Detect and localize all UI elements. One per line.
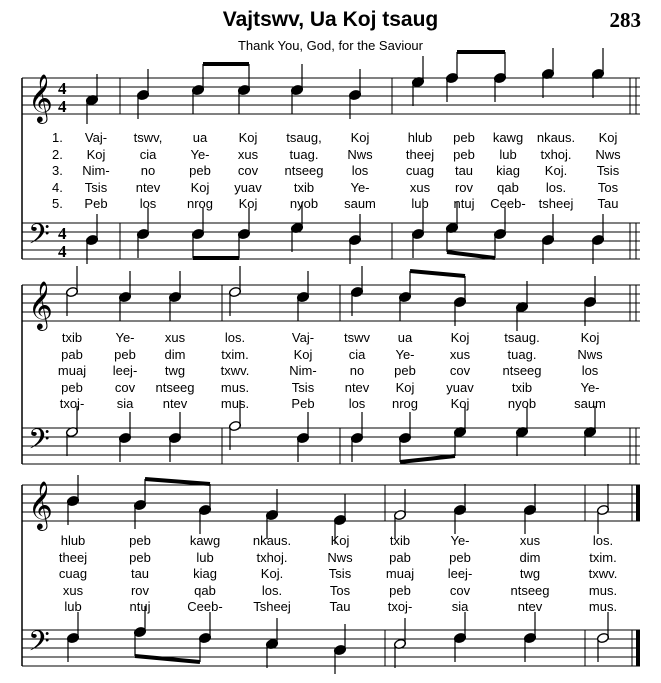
lyric-syllable: pab bbox=[389, 549, 411, 565]
lyric-syllable: twg bbox=[164, 363, 186, 378]
lyric-syllable: hlub bbox=[60, 533, 86, 548]
lyric-syllable: ntuj bbox=[129, 599, 151, 614]
lyric-syllable: qab bbox=[497, 179, 519, 195]
verse-number: 2. bbox=[52, 146, 63, 162]
lyric-syllable: Koj bbox=[238, 196, 258, 211]
lyric-syllable: cia bbox=[348, 346, 366, 362]
lyric-syllable: peb bbox=[449, 549, 471, 565]
lyric-syllable: tuag. bbox=[289, 146, 319, 162]
lyric-syllable: txib bbox=[293, 179, 315, 195]
lyric-syllable: yuav bbox=[446, 379, 474, 395]
lyric-syllable: dim bbox=[519, 549, 541, 565]
lyric-syllable: Koj bbox=[238, 130, 258, 145]
lyric-syllable: Tsis bbox=[596, 163, 620, 178]
lyric-syllable: Koj bbox=[580, 330, 600, 345]
lyric-syllable: Koj. bbox=[260, 566, 284, 581]
lyric-syllable: ntev bbox=[517, 599, 543, 614]
lyric-syllable: xus bbox=[449, 346, 471, 362]
lyric-syllable: peb bbox=[61, 379, 83, 395]
lyric-syllable: cov bbox=[449, 363, 471, 378]
lyric-syllable: Peb bbox=[84, 196, 108, 211]
lyric-syllable: Koj bbox=[450, 330, 470, 345]
lyric-syllable: los bbox=[351, 163, 369, 178]
lyric-syllable: peb bbox=[129, 533, 151, 548]
treble-clef-icon: 𝄞 bbox=[28, 480, 53, 529]
lyric-syllable: muaj bbox=[57, 363, 87, 378]
lyric-syllable: peb bbox=[389, 582, 411, 598]
lyric-syllable: Tau bbox=[329, 599, 351, 614]
beam bbox=[447, 252, 495, 258]
lyric-syllable: Nim- bbox=[289, 363, 317, 378]
lyric-syllable: muaj bbox=[385, 566, 415, 581]
lyric-syllable: txib bbox=[61, 330, 83, 345]
lyric-syllable: los bbox=[139, 196, 157, 211]
lyric-syllable: xus bbox=[519, 533, 541, 548]
lyric-syllable: Ye- bbox=[190, 146, 210, 162]
lyric-syllable: Koj bbox=[450, 396, 470, 411]
lyric-syllable: Ye- bbox=[350, 179, 370, 195]
lyric-syllable: Ceeb- bbox=[187, 599, 223, 614]
lyric-syllable: cia bbox=[139, 146, 157, 162]
lyric-syllable: Koj bbox=[330, 533, 350, 548]
lyric-syllable: tsheej bbox=[538, 196, 574, 211]
lyric-syllable: Ceeb- bbox=[490, 196, 526, 211]
lyric-syllable: mus. bbox=[220, 379, 250, 395]
lyric-syllable: Tsis bbox=[291, 379, 315, 395]
lyric-syllable: nkaus. bbox=[536, 130, 576, 145]
lyric-syllable: peb bbox=[394, 363, 416, 378]
lyric-syllable: Ye- bbox=[395, 346, 415, 362]
lyric-syllable: Koj bbox=[86, 146, 106, 162]
lyric-syllable: Nws bbox=[577, 346, 603, 362]
lyric-syllable: kiag bbox=[496, 163, 520, 178]
lyric-syllable: Koj bbox=[293, 346, 313, 362]
lyric-syllable: ua bbox=[192, 130, 208, 145]
lyric-syllable: Ye- bbox=[580, 379, 600, 395]
lyric-syllable: Koj bbox=[395, 379, 415, 395]
beam bbox=[410, 271, 465, 276]
lyric-syllable: Koj bbox=[190, 179, 210, 195]
lyric-syllable: ntseeg bbox=[284, 163, 324, 178]
lyric-syllable: kawg bbox=[189, 533, 221, 548]
lyric-syllable: ntseeg bbox=[502, 363, 542, 378]
lyric-syllable: Tsis bbox=[328, 566, 352, 581]
lyric-syllable: nrog bbox=[186, 196, 214, 211]
lyric-syllable: Nws bbox=[347, 146, 373, 162]
lyric-syllable: nrog bbox=[391, 396, 419, 411]
lyric-syllable: theej bbox=[58, 549, 88, 565]
lyric-syllable: kawg bbox=[492, 130, 524, 145]
lyric-syllable: Nim- bbox=[82, 163, 110, 178]
lyric-syllable: peb bbox=[114, 346, 136, 362]
hymn-number: 283 bbox=[609, 8, 641, 32]
lyric-syllable: leej- bbox=[447, 566, 473, 581]
lyric-syllable: txwv. bbox=[588, 566, 618, 581]
bass-clef-icon: 𝄢 bbox=[28, 625, 50, 665]
lyric-syllable: rov bbox=[130, 582, 150, 598]
lyric-syllable: mus. bbox=[588, 582, 618, 598]
lyric-syllable: txoj- bbox=[59, 396, 85, 411]
lyric-syllable: xus bbox=[62, 582, 84, 598]
lyric-syllable: txim. bbox=[221, 346, 249, 362]
lyric-syllable: txib bbox=[511, 379, 533, 395]
lyric-syllable: xus bbox=[409, 179, 431, 195]
treble-clef-icon: 𝄞 bbox=[28, 73, 53, 122]
lyric-syllable: pab bbox=[61, 346, 83, 362]
beam bbox=[145, 479, 210, 484]
lyric-syllable: rov bbox=[454, 179, 474, 195]
lyric-syllable: qab bbox=[194, 582, 216, 598]
lyric-syllable: ntseeg bbox=[155, 379, 195, 395]
lyric-syllable: ntev bbox=[135, 179, 161, 195]
lyric-syllable: peb bbox=[189, 163, 211, 178]
lyric-syllable: lub bbox=[499, 146, 517, 162]
beam bbox=[400, 456, 455, 462]
lyric-syllable: los. bbox=[261, 582, 283, 598]
lyric-syllable: tswv, bbox=[133, 130, 163, 145]
lyric-syllable: cuag bbox=[58, 566, 88, 581]
time-signature: 4 bbox=[58, 242, 67, 261]
verse-number: 4. bbox=[52, 179, 63, 195]
lyric-syllable: dim bbox=[164, 346, 186, 362]
lyric-syllable: ntev bbox=[344, 379, 370, 395]
lyric-syllable: los bbox=[348, 396, 366, 411]
lyric-syllable: los. bbox=[224, 330, 246, 345]
lyric-syllable: ntev bbox=[162, 396, 188, 411]
lyric-syllable: los. bbox=[545, 179, 567, 195]
lyric-syllable: lub bbox=[64, 599, 82, 614]
lyric-syllable: txim. bbox=[589, 549, 617, 565]
lyric-syllable: Ye- bbox=[115, 330, 135, 345]
lyric-syllable: Ye- bbox=[450, 533, 470, 548]
time-signature: 4 bbox=[58, 79, 67, 98]
lyric-syllable: txib bbox=[389, 533, 411, 548]
lyric-syllable: xus bbox=[237, 146, 259, 162]
lyric-syllable: tsaug, bbox=[286, 130, 322, 145]
lyric-syllable: theej bbox=[405, 146, 435, 162]
lyric-syllable: no bbox=[140, 163, 156, 178]
lyric-syllable: lub bbox=[196, 549, 214, 565]
lyric-syllable: no bbox=[349, 363, 365, 378]
lyric-syllable: Tsheej bbox=[253, 599, 291, 614]
lyric-syllable: Koj. bbox=[544, 163, 568, 178]
time-signature: 4 bbox=[58, 224, 67, 243]
lyric-syllable: nyob bbox=[289, 196, 319, 211]
lyric-syllable: kiag bbox=[193, 566, 217, 581]
lyric-syllable: txhoj. bbox=[256, 549, 288, 565]
lyric-syllable: hlub bbox=[407, 130, 433, 145]
lyric-syllable: yuav bbox=[234, 179, 262, 195]
lyric-syllable: peb bbox=[129, 549, 151, 565]
bass-clef-icon: 𝄢 bbox=[28, 423, 50, 463]
lyric-syllable: los bbox=[581, 363, 599, 378]
lyric-syllable: Tos bbox=[329, 582, 351, 598]
hymn-title: Vajtswv, Ua Koj tsaug bbox=[222, 8, 439, 31]
lyric-syllable: twg bbox=[519, 566, 541, 581]
lyric-syllable: txwv. bbox=[220, 363, 250, 378]
lyric-syllable: los. bbox=[592, 533, 614, 548]
lyric-syllable: peb bbox=[453, 130, 475, 145]
lyric-syllable: ntseeg bbox=[510, 582, 550, 598]
verse-number: 5. bbox=[52, 196, 63, 211]
lyric-syllable: sia bbox=[451, 599, 469, 614]
lyric-syllable: Peb bbox=[291, 396, 315, 411]
lyric-syllable: Vaj- bbox=[291, 330, 315, 345]
lyric-syllable: cov bbox=[237, 163, 259, 178]
lyric-syllable: ntuj bbox=[453, 196, 475, 211]
time-signature: 4 bbox=[58, 97, 67, 116]
lyric-syllable: txoj- bbox=[387, 599, 413, 614]
lyric-syllable: lub bbox=[411, 196, 429, 211]
verse-number: 1. bbox=[52, 130, 63, 145]
lyric-syllable: mus. bbox=[588, 599, 618, 614]
lyric-syllable: peb bbox=[453, 146, 475, 162]
lyric-syllable: txhoj. bbox=[540, 146, 572, 162]
lyric-syllable: Tau bbox=[597, 196, 619, 211]
lyric-syllable: Nws bbox=[595, 146, 621, 162]
lyric-syllable: Koj bbox=[350, 130, 370, 145]
lyric-syllable: tuag. bbox=[507, 346, 537, 362]
lyric-syllable: saum bbox=[344, 196, 376, 211]
lyric-syllable: Koj bbox=[598, 130, 618, 145]
lyric-syllable: Nws bbox=[327, 549, 353, 565]
lyric-syllable: tsaug. bbox=[504, 330, 540, 345]
hymn-subtitle: Thank You, God, for the Saviour bbox=[237, 38, 423, 53]
lyric-syllable: cov bbox=[449, 582, 471, 598]
lyric-syllable: nkaus. bbox=[252, 533, 292, 548]
lyric-syllable: tswv bbox=[344, 330, 370, 345]
lyric-syllable: xus bbox=[164, 330, 186, 345]
lyric-syllable: cov bbox=[114, 379, 136, 395]
lyric-syllable: Tsis bbox=[84, 179, 108, 195]
lyric-syllable: tau bbox=[130, 566, 150, 581]
lyric-syllable: sia bbox=[116, 396, 134, 411]
lyric-syllable: leej- bbox=[112, 363, 138, 378]
lyric-syllable: Vaj- bbox=[84, 130, 108, 145]
verse-number: 3. bbox=[52, 163, 63, 178]
lyric-syllable: cuag bbox=[405, 163, 435, 178]
bass-clef-icon: 𝄢 bbox=[28, 218, 50, 258]
lyric-syllable: ua bbox=[397, 330, 413, 345]
lyric-syllable: Tos bbox=[597, 179, 619, 195]
lyric-syllable: saum bbox=[574, 396, 606, 411]
lyric-syllable: nyob bbox=[507, 396, 537, 411]
lyric-syllable: tau bbox=[454, 163, 474, 178]
treble-clef-icon: 𝄞 bbox=[28, 280, 53, 329]
lyric-syllable: mus. bbox=[220, 396, 250, 411]
